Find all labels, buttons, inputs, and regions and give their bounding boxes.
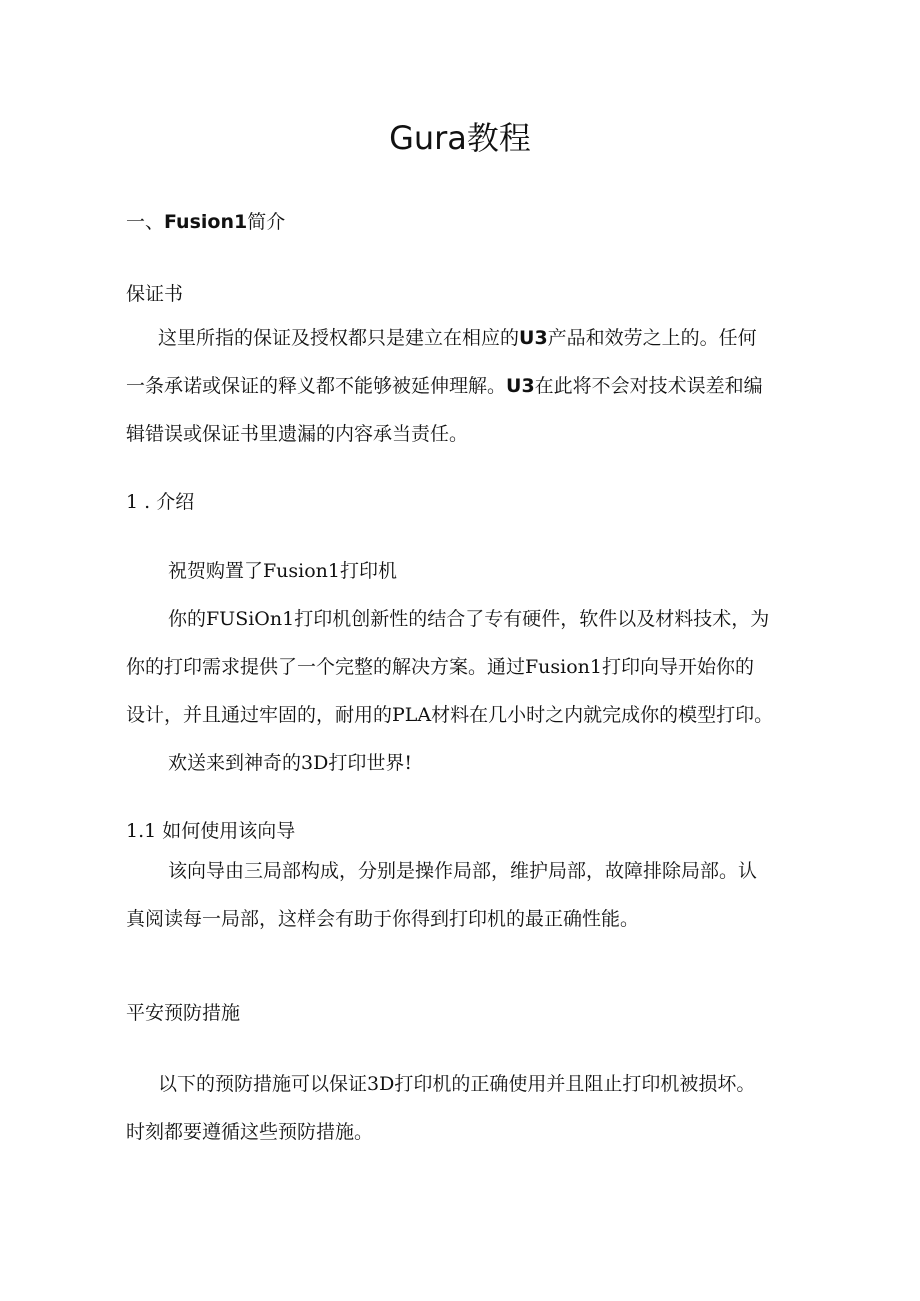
intro-welcome: 欢送来到神奇的3D打印世界! xyxy=(168,752,412,774)
intro-body-line-2: 你的打印需求提供了一个完整的解决方案。通过Fusion1打印向导开始你的 xyxy=(126,656,755,678)
safety-line-1: 以下的预防措施可以保证3D打印机的正确使用并且阻止打印机被损坏。 xyxy=(158,1073,756,1095)
section-number: 一、 xyxy=(126,211,165,233)
intro-congrats: 祝贺购置了Fusion1打印机 xyxy=(168,560,398,582)
howto-paragraph xyxy=(126,847,816,943)
howto-heading: 1.1 如何使用该向导 xyxy=(126,820,296,842)
intro-body-line-1: 你的FUSiOn1打印机创新性的结合了专有硬件，软件以及材料技术，为 xyxy=(168,608,770,630)
warranty-line-1: 这里所指的保证及授权都只是建立在相应的U3产品和效劳之上的。任何 xyxy=(158,327,757,349)
howto-line-2: 真阅读每一局部，这样会有助于你得到打印机的最正确性能。 xyxy=(126,908,640,930)
document-title: Gura教程 xyxy=(389,119,531,157)
intro-paragraph xyxy=(126,547,816,787)
section-heading-fusion1 xyxy=(126,206,816,238)
brand-u3: U3 xyxy=(506,375,535,397)
intro-heading: 1 . 介绍 xyxy=(126,491,195,513)
intro-body-line-3: 设计，并且通过牢固的，耐用的PLA材料在几小时之内就完成你的模型打印。 xyxy=(126,704,774,726)
safety-heading: 平安预防措施 xyxy=(126,1002,241,1024)
warranty-line-3: 辑错误或保证书里遗漏的内容承当责任。 xyxy=(126,423,469,445)
howto-line-1: 该向导由三局部构成，分别是操作局部，维护局部，故障排除局部。认 xyxy=(168,860,758,882)
warranty-line-2: 一条承诺或保证的释义都不能够被延伸理解。U3在此将不会对技术误差和编 xyxy=(126,375,763,397)
section-suffix: 简介 xyxy=(247,211,286,233)
product-name: Fusion1 xyxy=(164,211,248,233)
brand-u3: U3 xyxy=(519,327,548,349)
warranty-paragraph xyxy=(126,314,816,458)
safety-paragraph xyxy=(126,1060,816,1156)
warranty-heading: 保证书 xyxy=(126,283,184,305)
safety-line-2: 时刻都要遵循这些预防措施。 xyxy=(126,1121,374,1143)
